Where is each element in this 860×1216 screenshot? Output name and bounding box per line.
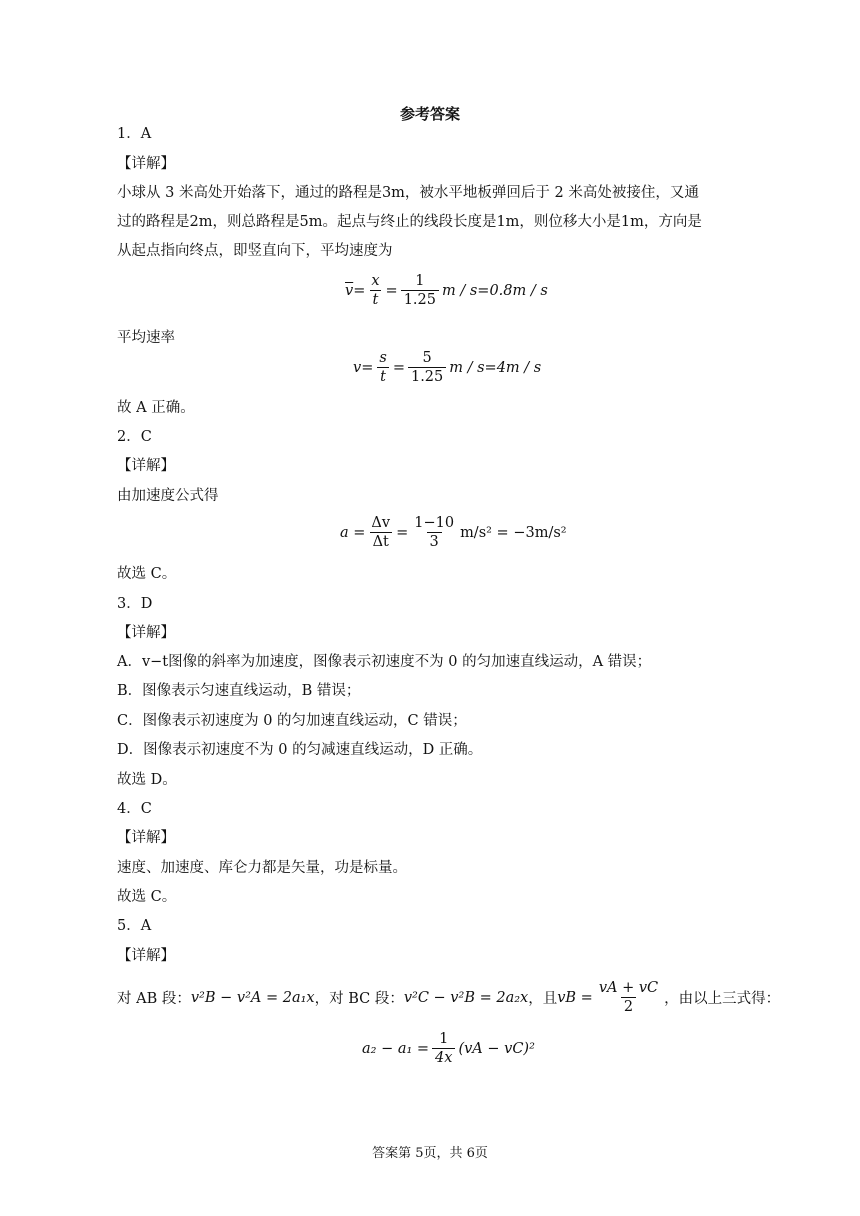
q3-conclusion: 故选 D。	[117, 772, 177, 788]
q2-conclusion: 故选 C。	[117, 566, 177, 582]
q5-bc-equation: v²C − v²B = 2a₂x	[403, 989, 529, 1006]
q2-acceleration-equation: a = $\frac{\Delta v}{\Delta t}$ = $\frac{1-10}{3}$ m/s² = −3m/s²	[340, 515, 567, 550]
q1-conclusion: 故 A 正确。	[117, 400, 195, 416]
q5-heading: 【详解】	[117, 948, 175, 964]
q5-text-line: 对 AB 段： v²B − v²A = 2a₁x ，对 BC 段： v²C − v²B = 2a₂x ，且 vB = $\frac{vA + vC}{2}$ ，由以上三式得：	[117, 980, 781, 1015]
q1-label-rate: 平均速率	[117, 330, 175, 346]
q3-answer: 3．D	[117, 596, 153, 612]
q4-answer: 4．C	[117, 801, 152, 817]
q4-text: 速度、加速度、库仑力都是矢量，功是标量。	[117, 860, 407, 876]
q5-ab-equation: v²B − v²A = 2a₁x	[190, 989, 315, 1006]
q1-heading: 【详解】	[117, 156, 175, 172]
q2-heading: 【详解】	[117, 458, 175, 474]
q3-option-a: A．v−t图像的斜率为加速度，图像表示初速度不为 0 的匀加速直线运动，A 错误；	[117, 654, 652, 670]
q1-text-line1: 小球从 3 米高处开始落下，通过的路程是3m，被水平地板弹回后于 2 米高处被接住，又通	[117, 185, 699, 201]
q1-average-speed-equation: v = $\frac{s}{t}$ = $\frac{5}{1.25}$ m / s=4m / s	[353, 350, 542, 385]
q2-answer: 2．C	[117, 429, 152, 445]
page-footer: 答案第 5页，共 6页	[372, 1146, 488, 1161]
q4-conclusion: 故选 C。	[117, 889, 177, 905]
q1-text-line3: 从起点指向终点，即竖直向下，平均速度为	[117, 243, 393, 259]
q1-answer: 1．A	[117, 126, 152, 142]
page-title: 参考答案	[399, 105, 460, 123]
q1-text-line2: 过的路程是2m，则总路程是5m。起点与终止的线段长度是1m，则位移大小是1m，方向是	[117, 214, 702, 230]
q1-average-velocity-equation: $\overline{v}$ = $\frac{x}{t}$ = $\frac{1}{1.25}$ m / s=0.8m / s	[345, 273, 548, 308]
q3-option-c: C．图像表示初速度为 0 的匀加速直线运动，C 错误；	[117, 713, 467, 729]
q3-option-d: D．图像表示初速度不为 0 的匀减速直线运动，D 正确。	[117, 742, 483, 758]
q3-heading: 【详解】	[117, 625, 175, 641]
q4-heading: 【详解】	[117, 830, 175, 846]
q5-final-equation: a₂ − a₁ = $\frac{1}{4x}$ (vA − vC)²	[362, 1031, 535, 1066]
q3-option-b: B．图像表示匀速直线运动，B 错误；	[117, 683, 361, 699]
q5-answer: 5．A	[117, 918, 152, 934]
q2-text: 由加速度公式得	[117, 488, 219, 504]
